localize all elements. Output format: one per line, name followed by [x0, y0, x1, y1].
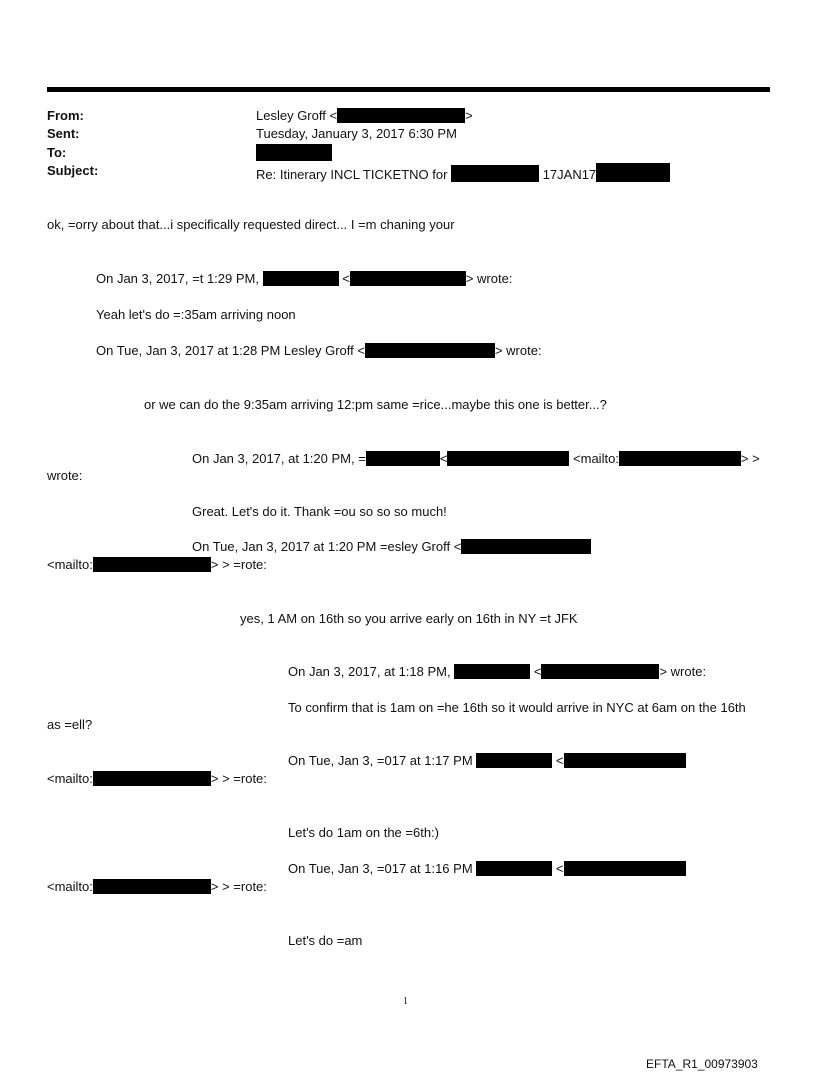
- redaction: [476, 753, 552, 768]
- body-line-15: Let's do =am: [288, 933, 363, 948]
- body-line-14: [288, 861, 686, 877]
- to-redaction: [256, 144, 332, 161]
- body-line-9: yes, 1 AM on 16th so you arrive early on 16th in NY =t JFK: [240, 611, 578, 626]
- body-line-3: Yeah let's do =:35am arriving noon: [96, 307, 296, 322]
- header-rule: [47, 87, 770, 92]
- subject-label: Subject:: [47, 163, 99, 178]
- body-text: On Tue, Jan 3, 2017 at 1:20 PM =esley Groff <: [192, 539, 462, 554]
- body-text: > > =rote:: [210, 771, 267, 786]
- body-line-14b: [47, 879, 267, 895]
- body-line-11b: as =ell?: [47, 717, 93, 732]
- body-text: <: [533, 664, 542, 679]
- body-text: <mailto:: [47, 771, 93, 786]
- body-line-12b: [47, 771, 267, 787]
- body-line-6b: wrote:: [47, 468, 83, 483]
- subject-prefix: Re: Itinerary INCL TICKETNO for: [256, 167, 448, 182]
- body-text: <: [555, 861, 564, 876]
- body-text: <: [439, 451, 448, 466]
- redaction: [93, 557, 211, 572]
- redaction: [564, 753, 686, 768]
- body-text: On Jan 3, 2017, at 1:18 PM,: [288, 664, 451, 679]
- from-value: [256, 108, 473, 124]
- redaction: [93, 771, 211, 786]
- subject-mid: 17JAN17: [542, 167, 597, 182]
- redaction: [461, 539, 591, 554]
- body-line-6: [192, 451, 760, 467]
- body-text: <mailto:: [573, 451, 619, 466]
- redaction: [350, 271, 466, 286]
- sent-value: Tuesday, January 3, 2017 6:30 PM: [256, 126, 457, 141]
- body-line-4: [96, 343, 542, 359]
- redaction: [93, 879, 211, 894]
- from-label: From:: [47, 108, 84, 123]
- redaction: [365, 343, 495, 358]
- body-line-7: Great. Let's do it. Thank =ou so so so much!: [192, 504, 447, 519]
- body-text: > wrote:: [465, 271, 513, 286]
- page-number: 1: [403, 996, 408, 1007]
- body-text: On Tue, Jan 3, =017 at 1:17 PM: [288, 753, 473, 768]
- from-name: Lesley Groff <: [256, 108, 338, 123]
- body-line-12: [288, 753, 686, 769]
- redaction: [596, 163, 670, 182]
- to-label: To:: [47, 145, 67, 160]
- body-text: <mailto:: [47, 879, 93, 894]
- redaction: [564, 861, 686, 876]
- redaction: [454, 664, 530, 679]
- body-text: <mailto:: [47, 557, 93, 572]
- body-text: > wrote:: [494, 343, 542, 358]
- body-text: On Tue, Jan 3, =017 at 1:16 PM: [288, 861, 473, 876]
- body-text: On Tue, Jan 3, 2017 at 1:28 PM Lesley Groff <: [96, 343, 365, 358]
- body-line-1: ok, =orry about that...i specifically requested direct... I =m chaning your: [47, 217, 455, 232]
- body-line-10: [288, 664, 706, 680]
- redaction: [619, 451, 741, 466]
- subject-value: [256, 163, 670, 183]
- body-text: <: [342, 271, 350, 286]
- redaction: [451, 165, 539, 182]
- redaction: [447, 451, 569, 466]
- body-line-2: [96, 271, 512, 287]
- body-text: On Jan 3, 2017, at 1:20 PM, =: [192, 451, 366, 466]
- body-line-11: To confirm that is 1am on =he 16th so it would arrive in NYC at 6am on the 16th: [288, 700, 746, 715]
- body-text: > >: [740, 451, 760, 466]
- redaction: [476, 861, 552, 876]
- sent-label: Sent:: [47, 126, 80, 141]
- body-line-8b: [47, 557, 267, 573]
- body-text: On Jan 3, 2017, =t 1:29 PM,: [96, 271, 259, 286]
- redaction: [541, 664, 659, 679]
- body-line-5: or we can do the 9:35am arriving 12:pm same =rice...maybe this one is better...?: [144, 397, 607, 412]
- body-text: <: [555, 753, 564, 768]
- document-id: EFTA_R1_00973903: [646, 1057, 758, 1071]
- redaction: [263, 271, 339, 286]
- redaction: [337, 108, 465, 123]
- body-line-8: [192, 539, 591, 555]
- body-text: > > =rote:: [210, 879, 267, 894]
- redaction: [366, 451, 440, 466]
- body-text: > wrote:: [659, 664, 707, 679]
- body-text: > > =rote:: [210, 557, 267, 572]
- body-line-13: Let's do 1am on the =6th:): [288, 825, 439, 840]
- from-suffix: >: [465, 108, 473, 123]
